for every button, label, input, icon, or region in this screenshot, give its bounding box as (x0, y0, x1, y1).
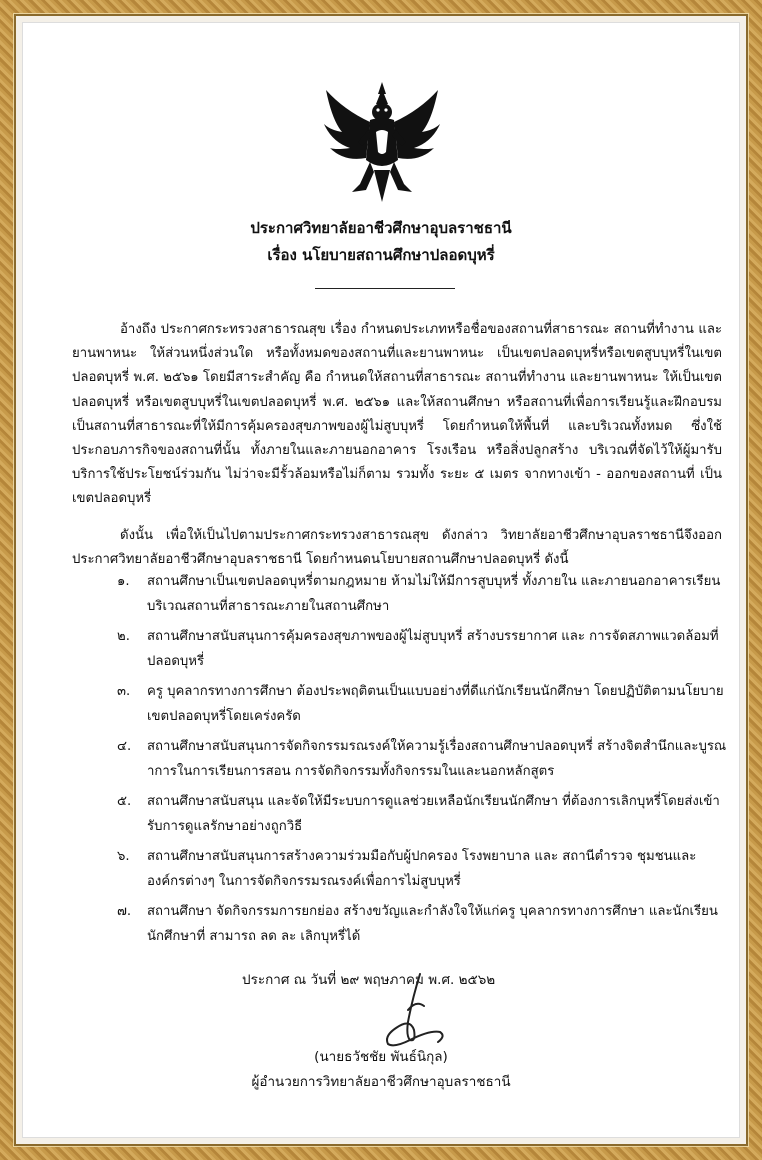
list-item (72, 845, 732, 894)
list-item-number: ๒. (117, 629, 130, 644)
list-item (72, 735, 732, 784)
list-item (72, 900, 732, 949)
list-item-number: ๓. (117, 684, 131, 699)
list-item-text: ครู บุคลากรทางการศึกษา ต้องประพฤติตนเป็นแบบอย่างที่ดีแก่นักเรียนนักศึกษา โดยปฏิบัติตามนโยบายเขตปลอดบุหรี่โดยเคร่งครัด (147, 684, 724, 724)
list-item-number: ๕. (117, 794, 132, 809)
list-item-text: สถานศึกษาเป็นเขตปลอดบุหรี่ตามกฎหมาย ห้ามไม่ให้มีการสูบบุหรี่ ทั้งภายใน และภายนอกอาคารเรียน บริเวณสถานที่สาธารณะภายในสถานศึกษา (147, 574, 721, 614)
list-item-number: ๗. (117, 904, 132, 919)
document-content (32, 30, 730, 1130)
announcement-date: ประกาศ ณ วันที่ ๒๙ พฤษภาคม พ.ศ. ๒๕๖๒ (242, 972, 496, 988)
announcement-subject: เรื่อง นโยบายสถานศึกษาปลอดบุหรี่ (267, 246, 495, 264)
list-item (72, 625, 732, 674)
list-item (72, 790, 732, 839)
garuda-emblem-icon (322, 80, 442, 210)
policy-list (72, 570, 732, 955)
list-item (72, 680, 732, 729)
announcement-title: ประกาศวิทยาลัยอาชีวศึกษาอุบลราชธานี (250, 219, 512, 237)
list-item-text: สถานศึกษาสนับสนุนการคุ้มครองสุขภาพของผู้ไม่สูบบุหรี่ สร้างบรรยากาศ และ การจัดสภาพแวดล้อมที่ปลอดบุหรี่ (147, 629, 719, 669)
list-item-text: สถานศึกษาสนับสนุนการสร้างความร่วมมือกับผู้ปกครอง โรงพยาบาล และ สถานีตำรวจ ชุมชนและ องค์กรต่างๆ ในการจัดกิจกรรมรณรงค์เพื่อการไม่สูบบุหรี่ (147, 849, 697, 889)
policy-intro-paragraph: ดังนั้น เพื่อให้เป็นไปตามประกาศกระทรวงสาธารณสุข ดังกล่าว วิทยาลัยอาชีวศึกษาอุบลราชธานีจึงออกประกาศวิทยาลัยอาชีวศึกษาอุบลราชธานี โดยกำหนดนโยบายสถานศึกษาปลอดบุหรี่ ดังนี้ (72, 528, 722, 568)
reference-paragraph: อ้างถึง ประกาศกระทรวงสาธารณสุข เรื่อง กำหนดประเภทหรือชื่อของสถานที่สาธารณะ สถานที่ทำงาน และยานพาหนะ ให้ส่วนหนึ่งส่วนใด หรือทั้งหมดของสถานที่และยานพาหนะ เป็นเขตปลอดบุหรี่หรือเขตสูบบุหรี่ในเขตปลอดบุหรี่ พ.ศ. ๒๕๖๑ โดยมีสาระสำคัญ คือ กำหนดให้สถานที่สาธารณะ สถานที่ทำงาน และยานพาหนะ ให้เป็นเขตปลอดบุหรี่ หรือเขตสูบบุหรี่ในเขตปลอดบุหรี่ พ.ศ. ๒๕๖๑ และให้สถานศึกษา หรือสถานที่เพื่อการเรียนรู้และฝึกอบรม เป็นสถานที่สาธารณะที่ให้มีการคุ้มครองสุขภาพของผู้ไม่สูบบุหรี่ โดยกำหนดให้พื้นที่ และบริเวณทั้งหมด ซึ่งใช้ประกอบภารกิจของสถานที่นั้น ทั้งภายในและภายนอกอาคาร โรงเรือน หรือสิ่งปลูกสร้าง บริเวณที่จัดไว้ให้ผู้มารับบริการใช้ประโยชน์ร่วมกัน ไม่ว่าจะมีรั้วล้อมหรือไม่ก็ตาม รวมทั้ง ระยะ ๕ เมตร จากทางเข้า - ออกของสถานที่ เป็นเขตปลอดบุหรี่ (72, 322, 722, 507)
signer-position: ผู้อำนวยการวิทยาลัยอาชีวศึกษาอุบลราชธานี (251, 1074, 511, 1090)
list-item (72, 570, 732, 619)
signature-icon (350, 970, 460, 1050)
list-item-number: ๔. (117, 739, 132, 754)
list-item-number: ๑. (117, 574, 130, 589)
title-underline (315, 288, 455, 289)
list-item-number: ๖. (117, 849, 130, 864)
signer-name: (นายธวัชชัย พันธ์นิกุล) (314, 1049, 448, 1065)
list-item-text: สถานศึกษาสนับสนุนการจัดกิจกรรมรณรงค์ให้ความรู้เรื่องสถานศึกษาปลอดบุหรี่ สร้างจิตสำนึกและบูรณาการในการเรียนการสอน การจัดกิจกรรมทั้งกิจกรรมในและนอกหลักสูตร (147, 739, 727, 779)
list-item-text: สถานศึกษาสนับสนุน และจัดให้มีระบบการดูแลช่วยเหลือนักเรียนนักศึกษา ที่ต้องการเลิกบุหรี่โดยส่งเข้ารับการดูแลรักษาอย่างถูกวิธี (147, 794, 720, 834)
list-item-text: สถานศึกษา จัดกิจกรรมการยกย่อง สร้างขวัญและกำลังใจให้แก่ครู บุคลากรทางการศึกษา และนักเรียนนักศึกษาที่ สามารถ ลด ละ เลิกบุหรี่ได้ (147, 904, 718, 944)
